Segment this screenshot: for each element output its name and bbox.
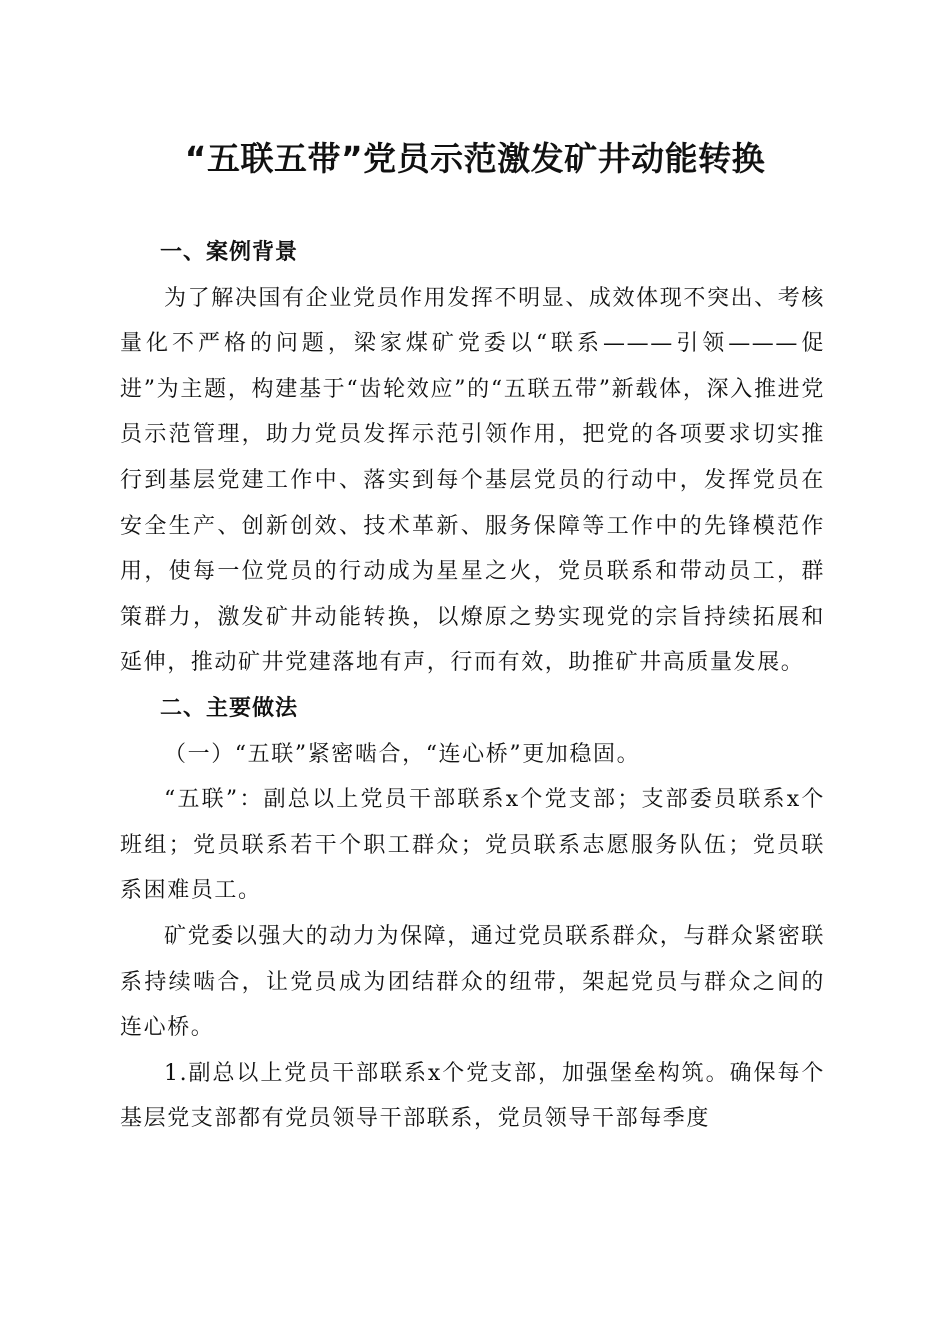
section-heading-background: 一、案例背景 bbox=[160, 240, 299, 265]
document-body bbox=[120, 230, 825, 1142]
item-1-paragraph: 1.副总以上党员干部联系x个党支部，加强堡垒构筑。确保每个基层党支部都有党员领导干部联系，党员领导干部每季度 bbox=[120, 1060, 825, 1132]
document-title: “五联五带”党员示范激发矿井动能转换 bbox=[184, 139, 766, 178]
section-heading-practices: 二、主要做法 bbox=[160, 695, 299, 721]
subsection-heading-five-links: （一）“五联”紧密啮合，“连心桥”更加稳固。 bbox=[164, 741, 641, 767]
five-links-definition-paragraph: “五联”：副总以上党员干部联系x个党支部；支部委员联系x个班组；党员联系若干个职工群众；党员联系志愿服务队伍；党员联系困难员工。 bbox=[120, 787, 825, 904]
background-paragraph: 为了解决国有企业党员作用发挥不明显、成效体现不突出、考核量化不严格的问题，梁家煤矿党委以“联系———引领———促进”为主题，构建基于“齿轮效应”的“五联五带”新载体，深入推进党员示范管理，助力党员发挥示范引领作用，把党的各项要求切实推行到基层党建工作中、落实到每个基层党员的行动中，发挥党员在安全生产、创新创效、技术革新、服务保障等工作中的先锋模范作用，使每一位党员的行动成为星星之火，党员联系和带动员工，群策群力，激发矿井动能转换，以燎原之势实现党的宗旨持续拓展和延伸，推动矿井党建落地有声，行而有效，助推矿井高质量发展。 bbox=[120, 285, 825, 676]
connection-bridge-paragraph: 矿党委以强大的动力为保障，通过党员联系群众，与群众紧密联系持续啮合，让党员成为团结群众的纽带，架起党员与群众之间的连心桥。 bbox=[120, 923, 825, 1041]
